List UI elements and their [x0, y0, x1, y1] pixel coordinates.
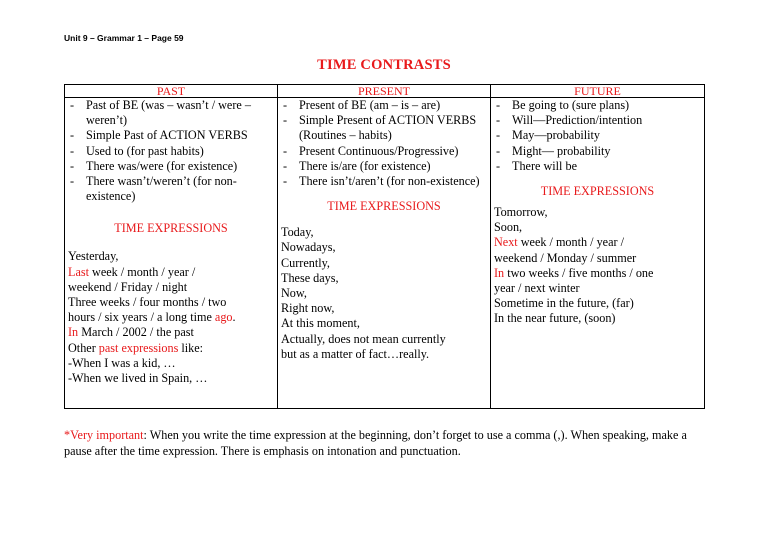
future-column: [491, 98, 705, 409]
important-note-text: : When you write the time expression at the beginning, don’t forget to use a comma (,). When speaking, make a pause after the time expression. There is emphasis on intonation and punctuation.: [64, 428, 687, 458]
past-column: [65, 98, 278, 409]
list-item: - Be going to (sure plans): [496, 98, 630, 112]
list-item: - May—probability: [496, 128, 601, 143]
page-title: TIME CONTRASTS: [317, 57, 451, 73]
page-header: Unit 9 – Grammar 1 – Page 59: [64, 33, 184, 43]
present-column: [278, 98, 491, 409]
table-body-row: [65, 98, 705, 409]
future-time-expressions-label: TIME EXPRESSIONS: [540, 184, 655, 199]
time-contrasts-table: [64, 84, 705, 409]
important-note-label: *Very important: [64, 428, 144, 442]
important-note: [64, 427, 704, 459]
past-heading: PAST: [65, 85, 278, 98]
past-expressions: Yesterday, Last week / month / year / weekend / Friday / night Three weeks / four months / two hours / six years / a long time ago. In March / 2002 / the past Other past expressions like: -When I was a kid, … -When we lived in Spain, …: [68, 249, 236, 386]
table-header-row: [65, 85, 705, 98]
present-points: [281, 98, 487, 189]
list-item: - Simple Past of ACTION VERBS: [70, 128, 248, 143]
list-item: - There is/are (for existence): [283, 158, 431, 173]
present-expressions: Today, Nowadays, Currently, These days, Now, Right now, At this moment, Actually, does not mean currently but as a matter of fact…really.: [281, 225, 446, 361]
present-time-expressions-label: TIME EXPRESSIONS: [327, 199, 441, 214]
list-item: - There isn’t/aren’t (for non-existence): [283, 174, 480, 189]
list-item: - Past of BE (was – wasn’t / were – weren’t): [70, 98, 251, 128]
list-item: - There will be: [496, 158, 577, 173]
future-heading: FUTURE: [491, 85, 705, 98]
list-item: - Simple Present of ACTION VERBS (Routines – habits): [283, 113, 477, 143]
past-points: [68, 98, 274, 204]
future-expressions: Tomorrow, Soon, Next week / month / year / weekend / Monday / summer In two weeks / five months / one year / next winter Sometime in the future, (far) In the near future, (soon): [494, 205, 654, 326]
past-time-expressions-label: TIME EXPRESSIONS: [114, 221, 228, 236]
list-item: - Present Continuous/Progressive): [283, 143, 459, 158]
list-item: - Present of BE (am – is – are): [283, 98, 441, 112]
future-points: [494, 98, 701, 174]
present-heading: PRESENT: [278, 85, 491, 98]
list-item: - There wasn’t/weren’t (for non-existence): [70, 174, 237, 204]
list-item: - Might— probability: [496, 143, 611, 158]
list-item: - There was/were (for existence): [70, 158, 238, 173]
list-item: - Used to (for past habits): [70, 143, 204, 158]
list-item: - Will—Prediction/intention: [496, 113, 643, 128]
